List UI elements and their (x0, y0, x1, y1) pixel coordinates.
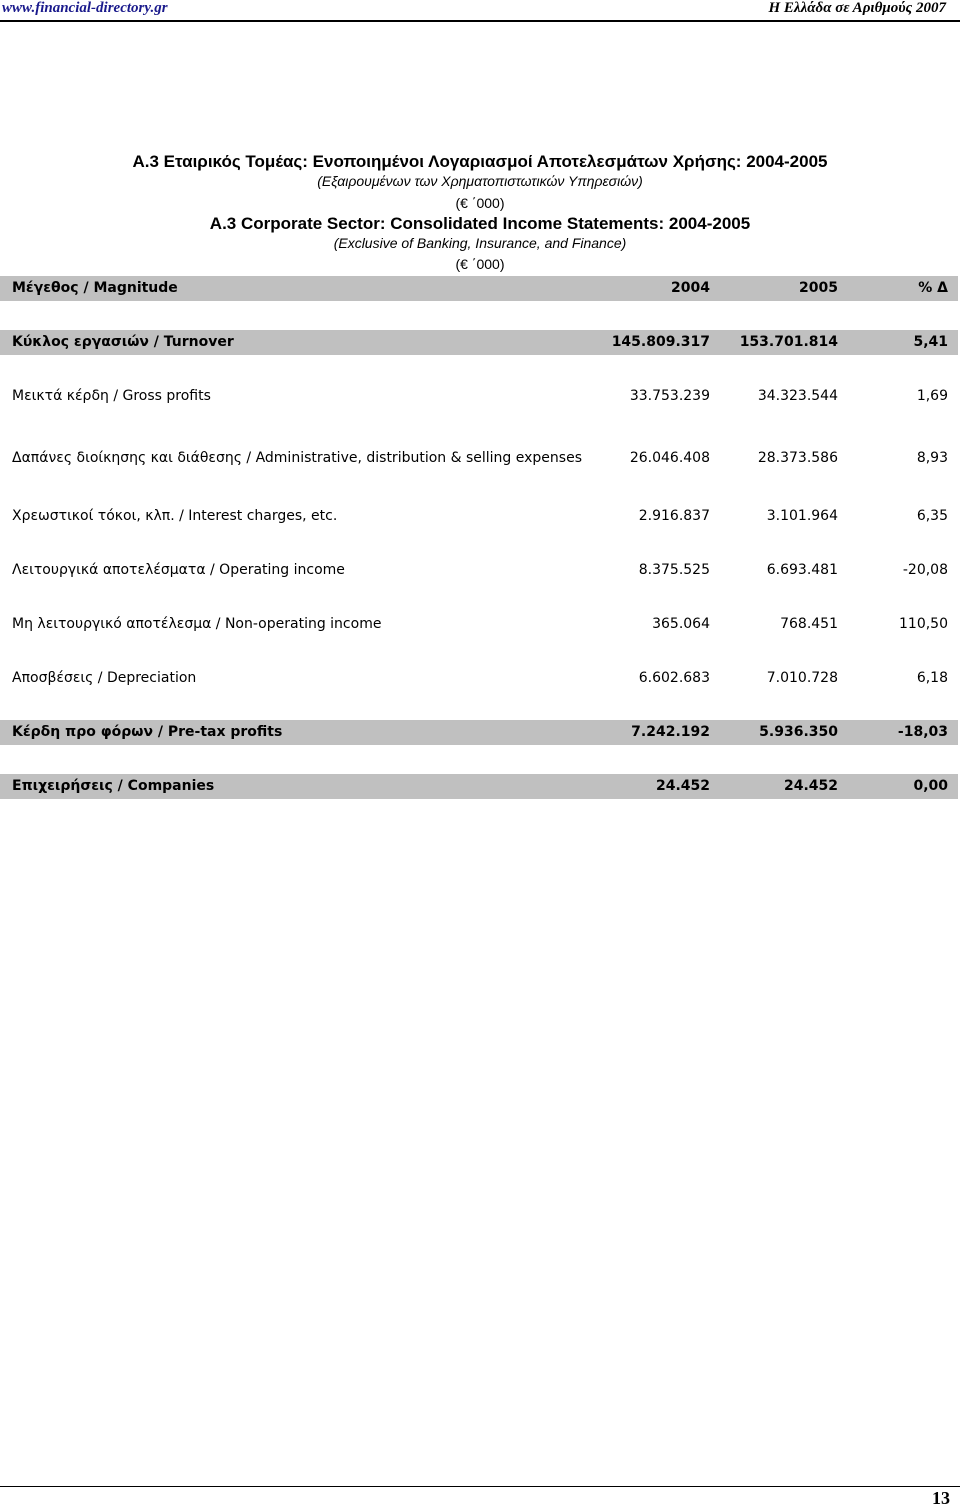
footer-divider (0, 1486, 960, 1487)
table-header-row (0, 276, 958, 301)
table-row-pretax-profits (0, 720, 958, 745)
page-number: 13 (932, 1488, 950, 1508)
row-label: Επιχειρήσεις / Companies (12, 778, 215, 794)
publication-title: Η Ελλάδα σε Αριθμούς 2007 (768, 0, 946, 16)
row-value-2005: 5.936.350 (759, 724, 838, 740)
english-unit: (€ ΄000) (455, 256, 505, 272)
row-value-2004: 145.809.317 (611, 334, 710, 350)
row-value-2004: 26.046.408 (629, 450, 710, 466)
row-pct-change: 110,50 (899, 616, 948, 632)
row-value-2005: 28.373.586 (757, 450, 838, 466)
row-pct-change: 6,35 (916, 508, 948, 524)
row-label: Δαπάνες διοίκησης και διάθεσης / Administrative, distribution & selling expenses (12, 450, 582, 466)
english-title: A.3 Corporate Sector: Consolidated Income Statements: 2004-2005 (209, 214, 751, 233)
row-pct-change: 6,18 (916, 670, 948, 686)
row-value-2004: 8.375.525 (638, 562, 710, 578)
greek-title: Α.3 Εταιρικός Τομέας: Ενοποιημένοι Λογαριασμοί Αποτελεσμάτων Χρήσης: 2004-2005 (132, 152, 828, 171)
row-pct-change: 5,41 (913, 334, 948, 350)
row-label: Μεικτά κέρδη / Gross profits (12, 388, 211, 404)
row-label: Αποσβέσεις / Depreciation (12, 670, 197, 686)
row-label: Χρεωστικοί τόκοι, κλπ. / Interest charges, etc. (12, 508, 338, 524)
row-value-2005: 34.323.544 (757, 388, 838, 404)
table-row-depreciation (0, 666, 958, 691)
greek-subtitle: (Εξαιρουμένων των Χρηματοπιστωτικών Υπηρεσιών) (317, 173, 643, 189)
site-url[interactable]: www.financial-directory.gr (2, 0, 168, 16)
row-value-2005: 7.010.728 (766, 670, 838, 686)
row-pct-change: 0,00 (913, 778, 948, 794)
row-pct-change: -20,08 (902, 562, 948, 578)
greek-unit: (€ ΄000) (455, 195, 505, 211)
header-2004: 2004 (671, 280, 710, 296)
table-row-interest-charges (0, 504, 958, 529)
page-header (0, 0, 960, 22)
row-pct-change: -18,03 (897, 724, 948, 740)
table-row-admin-expenses (0, 446, 958, 471)
row-value-2004: 365.064 (652, 616, 710, 632)
row-value-2004: 7.242.192 (631, 724, 710, 740)
row-value-2004: 33.753.239 (629, 388, 710, 404)
row-value-2005: 3.101.964 (766, 508, 838, 524)
table-row-operating-income (0, 558, 958, 583)
row-label: Κύκλος εργασιών / Turnover (12, 334, 234, 350)
table-row-non-operating-income (0, 612, 958, 637)
row-label: Λειτουργικά αποτελέσματα / Operating income (12, 562, 345, 578)
row-label: Μη λειτουργικό αποτέλεσμα / Non-operating income (12, 616, 382, 632)
row-value-2004: 6.602.683 (638, 670, 710, 686)
row-value-2005: 24.452 (783, 778, 838, 794)
row-value-2005: 6.693.481 (766, 562, 838, 578)
english-subtitle: (Exclusive of Banking, Insurance, and Finance) (333, 235, 627, 251)
row-value-2004: 24.452 (655, 778, 710, 794)
row-pct-change: 1,69 (916, 388, 948, 404)
row-value-2005: 153.701.814 (739, 334, 838, 350)
header-2005: 2005 (799, 280, 838, 296)
header-magnitude: Μέγεθος / Magnitude (12, 280, 178, 296)
table-row-companies (0, 774, 958, 799)
row-value-2005: 768.451 (780, 616, 838, 632)
row-pct-change: 8,93 (916, 450, 948, 466)
table-row-turnover (0, 330, 958, 355)
row-label: Κέρδη προ φόρων / Pre-tax profits (12, 724, 283, 740)
table-row-gross-profits (0, 384, 958, 409)
row-value-2004: 2.916.837 (638, 508, 710, 524)
header-pct-change: % Δ (918, 280, 948, 296)
